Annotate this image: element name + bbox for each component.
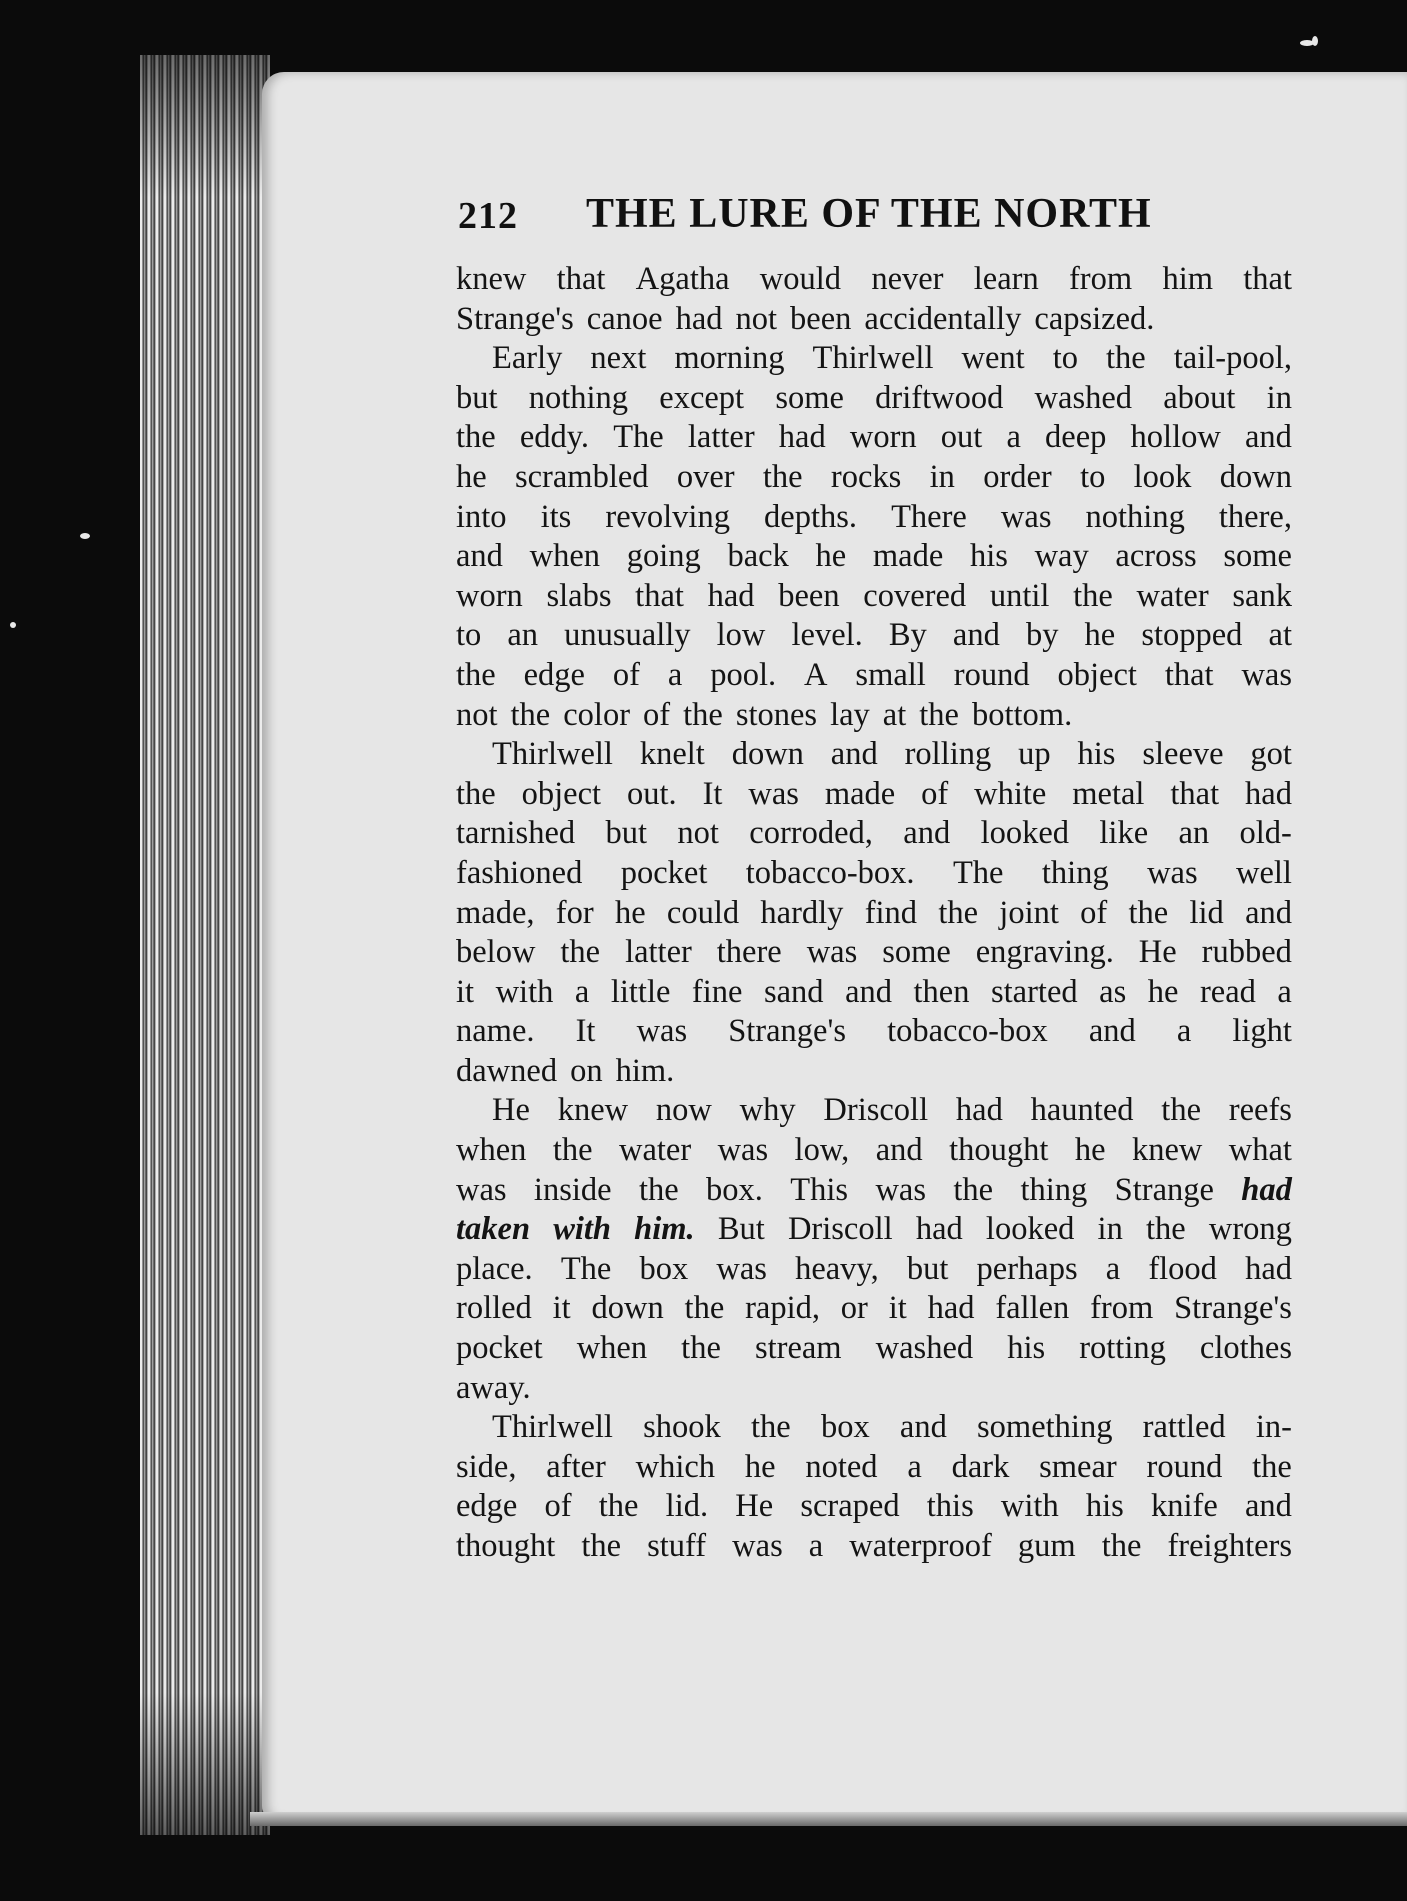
page-bottom-edge xyxy=(250,1812,1407,1826)
text-line: fashioned pocket tobacco-box. The thing was well xyxy=(456,854,1292,891)
text-line: worn slabs that had been covered until the water sank xyxy=(456,577,1292,614)
text-line: thought the stuff was a waterproof gum the freighters xyxy=(456,1528,1292,1564)
dust-speck xyxy=(80,533,90,539)
text-line: Early next morning Thirlwell went to the tail-pool, xyxy=(492,340,1292,377)
text-line: the object out. It was made of white metal that had xyxy=(456,775,1292,812)
text-line: taken with him. But Driscoll had looked in the wrong xyxy=(456,1211,1292,1248)
text-line: pocket when the stream washed his rotting clothes xyxy=(456,1330,1292,1367)
text-line: side, after which he noted a dark smear round the xyxy=(456,1448,1292,1485)
text-line: to an unusually low level. By and by he stopped at xyxy=(456,617,1292,654)
dust-speck xyxy=(1312,36,1318,46)
text-line: edge of the lid. He scraped this with his knife and xyxy=(456,1488,1292,1525)
text-line: tarnished but not corroded, and looked like an old- xyxy=(456,815,1292,852)
text-line: when the water was low, and thought he knew what xyxy=(456,1132,1292,1169)
page-edge-shadow xyxy=(140,55,270,1835)
text-line: rolled it down the rapid, or it had fallen from Strange's xyxy=(456,1290,1292,1327)
text-line: was inside the box. This was the thing Strange had xyxy=(456,1171,1292,1208)
text-line: it with a little fine sand and then started as he read a xyxy=(456,973,1292,1010)
text-line: made, for he could hardly find the joint of the lid and xyxy=(456,894,1292,931)
text-line: name. It was Strange's tobacco-box and a light xyxy=(456,1013,1292,1050)
text-line: He knew now why Driscoll had haunted the reefs xyxy=(492,1092,1292,1129)
text-line: away. xyxy=(456,1369,531,1406)
page-header xyxy=(458,190,1288,240)
body-text xyxy=(456,260,1292,1567)
text-line: dawned on him. xyxy=(456,1052,675,1089)
text-line: the edge of a pool. A small round object that was xyxy=(456,656,1292,693)
text-line: he scrambled over the rocks in order to look down xyxy=(456,458,1292,495)
text-line: place. The box was heavy, but perhaps a flood had xyxy=(456,1250,1292,1287)
text-line: Strange's canoe had not been accidentally capsized. xyxy=(456,300,1155,337)
text-line: the eddy. The latter had worn out a deep hollow and xyxy=(456,419,1292,456)
running-title: THE LURE OF THE NORTH xyxy=(586,191,1152,237)
text-line: not the color of the stones lay at the bottom. xyxy=(456,696,1073,733)
text-line: and when going back he made his way across some xyxy=(456,538,1292,575)
page-number: 212 xyxy=(458,195,518,237)
text-line: into its revolving depths. There was nothing there, xyxy=(456,498,1292,535)
text-line: Thirlwell knelt down and rolling up his sleeve got xyxy=(492,736,1292,773)
text-line: Thirlwell shook the box and something rattled in- xyxy=(492,1409,1292,1446)
text-line: below the latter there was some engraving. He rubbed xyxy=(456,934,1292,971)
text-line: knew that Agatha would never learn from him that xyxy=(456,261,1292,297)
text-line: but nothing except some driftwood washed about in xyxy=(456,379,1292,416)
dust-speck xyxy=(10,622,16,628)
